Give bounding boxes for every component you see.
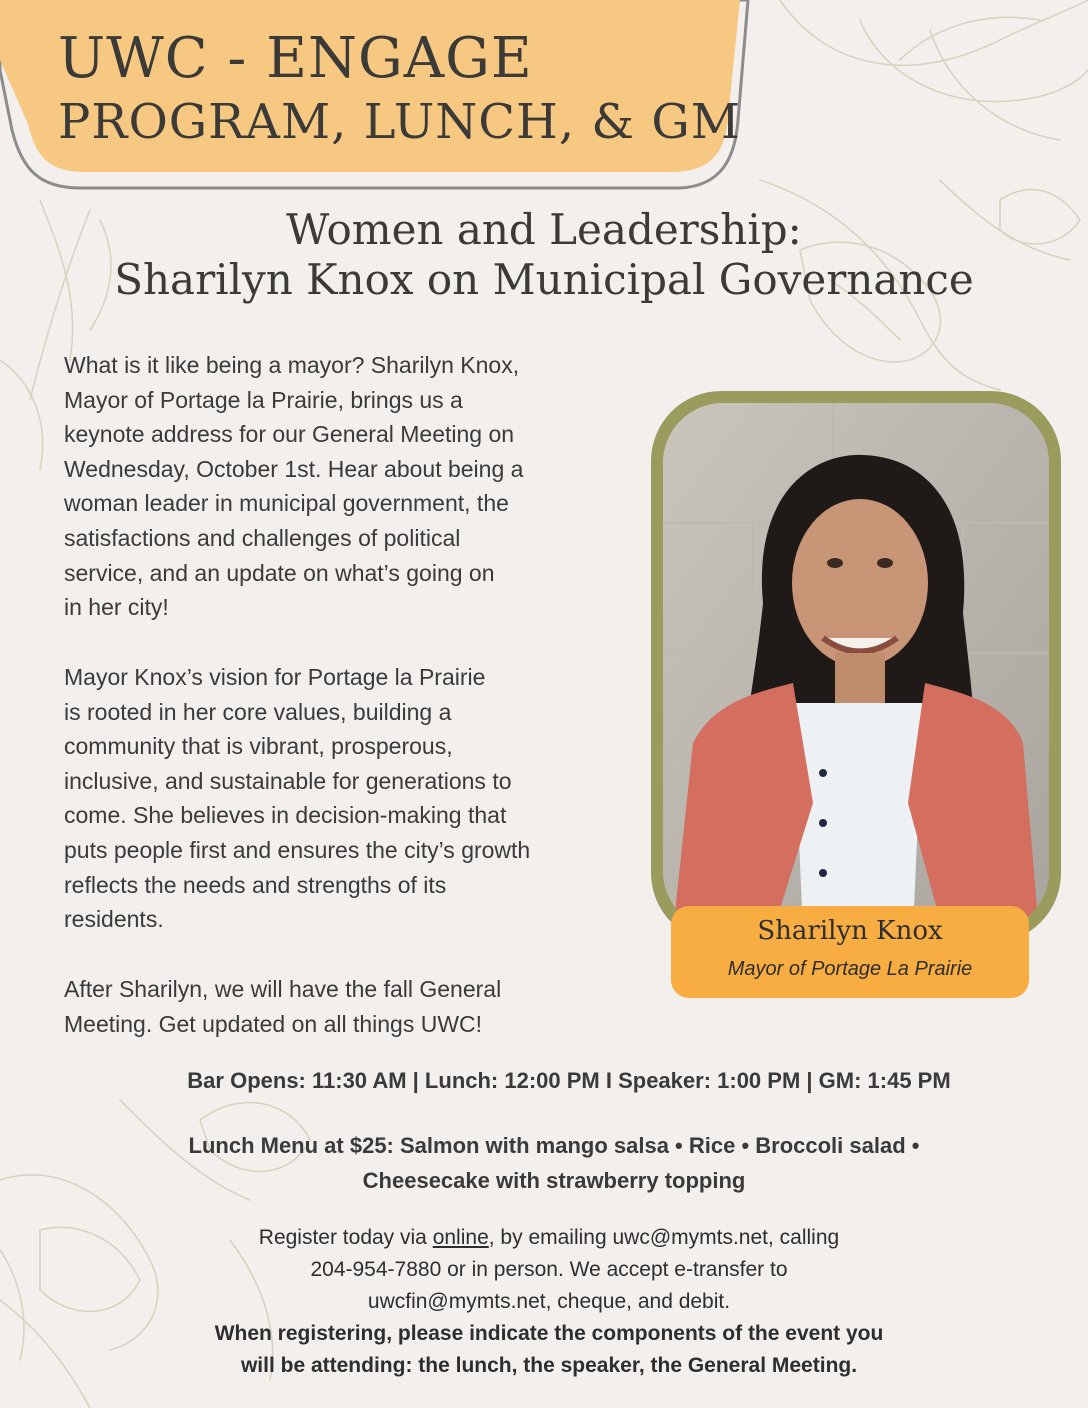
text-line: After Sharilyn, we will have the fall General xyxy=(64,976,502,1002)
headline-line-2: Sharilyn Knox on Municipal Governance xyxy=(114,255,974,304)
intro-paragraph xyxy=(64,348,634,625)
text-line: inclusive, and sustainable for generations to xyxy=(64,767,512,794)
register-line-3: uwcfin@mymts.net, cheque, and debit. xyxy=(367,1290,731,1313)
text-line: woman leader in municipal government, the xyxy=(64,490,509,517)
general-meeting-paragraph xyxy=(64,972,624,1041)
event-schedule: Bar Opens: 11:30 AM | Lunch: 12:00 PM I Speaker: 1:00 PM | GM: 1:45 PM xyxy=(187,1068,951,1093)
text-line: in her city! xyxy=(64,594,169,621)
headline-line-1: Women and Leadership: xyxy=(286,205,802,254)
text-line: community that is vibrant, prosperous, xyxy=(64,733,453,760)
text-line: reflects the needs and strengths of its xyxy=(64,871,447,898)
text-line: satisfactions and challenges of political xyxy=(64,524,461,551)
speaker-title: Mayor of Portage La Prairie xyxy=(727,958,973,980)
text-line: Mayor of Portage la Prairie, brings us a xyxy=(64,386,463,413)
online-link[interactable]: online xyxy=(432,1226,489,1249)
speaker-photo-frame xyxy=(651,391,1061,943)
speaker-photo xyxy=(663,403,1049,931)
menu-line-1: Lunch Menu at $25: Salmon with mango salsa • Rice • Broccoli salad • xyxy=(188,1133,920,1158)
text-line: Meeting. Get updated on all things UWC! xyxy=(64,1010,483,1037)
register-contact: , by emailing uwc@mymts.net, calling xyxy=(488,1226,840,1249)
menu-line-2: Cheesecake with strawberry topping xyxy=(362,1168,746,1193)
text-line: What is it like being a mayor? Sharilyn Knox, xyxy=(64,352,520,378)
register-note-2: will be attending: the lunch, the speaker, the General Meeting. xyxy=(240,1354,858,1377)
title-banner xyxy=(0,0,760,192)
register-prefix: Register today via xyxy=(258,1226,433,1249)
text-line: Mayor Knox’s vision for Portage la Prairie xyxy=(64,664,486,690)
text-line: puts people first and ensures the city’s growth xyxy=(64,836,531,863)
text-line: keynote address for our General Meeting on xyxy=(64,421,515,448)
register-line-1 xyxy=(10,1222,1088,1254)
speaker-portrait-illustration xyxy=(663,403,1049,931)
text-line: come. She believes in decision-making that xyxy=(64,802,507,829)
banner-subtitle: PROGRAM, LUNCH, & GM xyxy=(58,94,741,150)
text-line: residents. xyxy=(64,906,164,933)
text-line: is rooted in her core values, building a xyxy=(64,698,452,725)
register-line-2: 204-954-7880 or in person. We accept e-transfer to xyxy=(310,1258,788,1281)
text-line: Wednesday, October 1st. Hear about being a xyxy=(64,455,524,482)
speaker-name: Sharilyn Knox xyxy=(757,916,943,946)
vision-paragraph xyxy=(64,660,654,937)
register-note-1: When registering, please indicate the components of the event you xyxy=(214,1322,884,1345)
text-line: service, and an update on what’s going on xyxy=(64,559,495,586)
lunch-menu xyxy=(0,1128,1088,1198)
speaker-caption xyxy=(671,906,1029,998)
registration-info xyxy=(0,1222,1088,1382)
banner-title: UWC - ENGAGE xyxy=(58,26,533,91)
